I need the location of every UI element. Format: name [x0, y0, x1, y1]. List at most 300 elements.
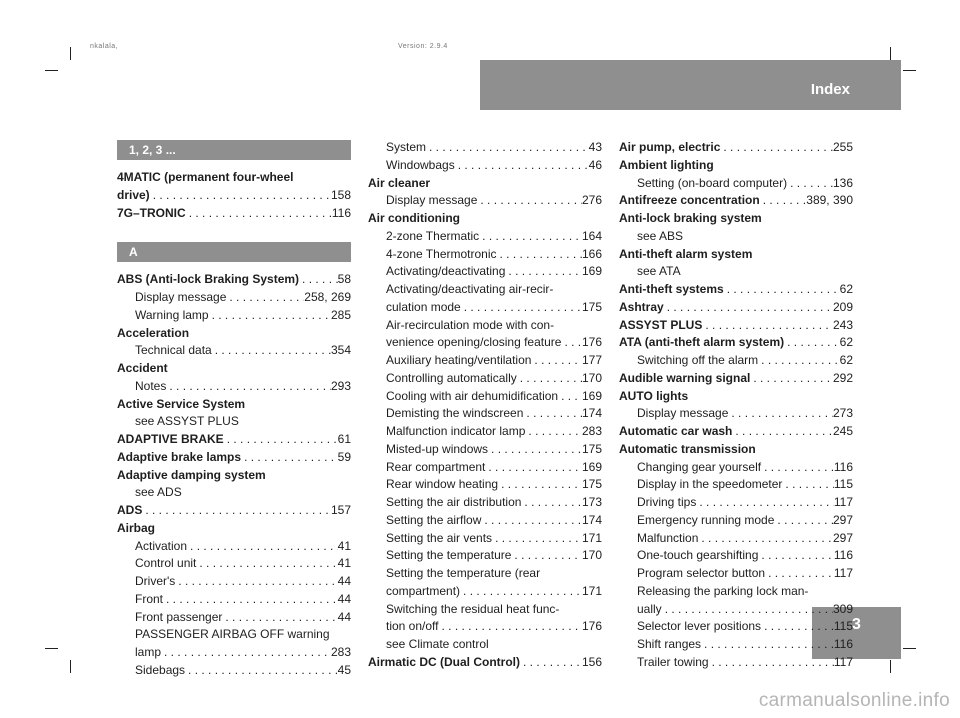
dot-leader	[488, 441, 582, 459]
page-ref: 258, 269	[304, 290, 351, 304]
index-subentry	[619, 565, 853, 583]
index-subentry	[117, 484, 351, 502]
index-entry	[619, 281, 853, 299]
page-ref: 175	[581, 477, 602, 492]
entry-text: Malfunction indicator lamp	[386, 424, 526, 438]
entry-text: compartment)	[386, 583, 461, 598]
page-ref: 177	[581, 353, 602, 367]
dot-leader	[455, 157, 589, 175]
index-entry	[619, 299, 853, 317]
dot-leader	[209, 307, 331, 325]
dot-leader	[709, 654, 834, 672]
page-ref: 171	[581, 530, 602, 545]
entry-text: Setting the air vents	[386, 530, 493, 545]
page-ref: 157	[330, 503, 351, 517]
dot-leader	[161, 644, 331, 662]
page-ref: 169	[581, 388, 602, 403]
entry-text: 4-zone Thermotronic	[386, 246, 497, 261]
page-ref: 44	[337, 591, 351, 606]
dot-leader	[760, 192, 807, 210]
index-subentry	[368, 636, 602, 654]
dot-leader	[461, 299, 582, 317]
dot-leader	[662, 601, 833, 619]
entry-text: Technical data	[135, 343, 212, 358]
page-ref: 171	[581, 583, 602, 598]
index-subentry	[619, 459, 853, 477]
page-ref: 292	[832, 370, 853, 385]
dot-leader	[299, 271, 338, 289]
dot-leader	[224, 431, 338, 449]
index-entry	[117, 187, 351, 205]
dot-leader	[186, 205, 332, 223]
dot-leader	[758, 352, 839, 370]
index-subentry	[368, 370, 602, 388]
page-ref: 176	[581, 619, 602, 634]
entry-text: Auxiliary heating/ventilation	[386, 353, 532, 367]
page-ref: 166	[581, 246, 602, 261]
dot-leader	[477, 192, 582, 210]
index-subentry	[117, 644, 351, 662]
index-entry	[619, 317, 853, 335]
entry-text: Accident	[117, 361, 168, 375]
index-entry	[117, 271, 351, 289]
index-entry	[619, 157, 853, 175]
index-subentry	[368, 530, 602, 548]
dot-leader	[196, 555, 337, 573]
entry-text: Display message	[386, 193, 478, 208]
entry-text: ADAPTIVE BRAKE	[117, 432, 224, 446]
dot-leader	[720, 139, 833, 157]
entry-text: AUTO lights	[619, 388, 689, 403]
entry-text: Control unit	[135, 556, 197, 571]
index-entry	[117, 502, 351, 520]
entry-text: Setting the air distribution	[386, 495, 522, 509]
page-ref: 117	[833, 654, 853, 669]
entry-text: Air conditioning	[368, 211, 460, 225]
index-subentry	[368, 246, 602, 264]
index-entry	[619, 423, 853, 441]
entry-text: Activating/deactivating air-recir-	[386, 282, 554, 296]
index-entry	[619, 210, 853, 228]
entry-text: Switching off the alarm	[637, 353, 759, 367]
entry-text: System	[386, 140, 427, 154]
index-subentry	[117, 573, 351, 591]
dot-leader	[241, 449, 338, 467]
entry-text: Front	[135, 591, 164, 606]
page-ref: 389, 390	[806, 193, 853, 208]
index-subentry	[368, 388, 602, 406]
section-heading: A	[117, 242, 351, 262]
crop-mark	[903, 648, 916, 649]
entry-text: Setting the temperature	[386, 548, 512, 563]
crop-mark	[70, 660, 71, 673]
page-ref: 169	[581, 264, 602, 279]
dot-leader	[784, 334, 840, 352]
index-subentry	[117, 342, 351, 360]
dot-leader	[166, 378, 331, 396]
entry-text: Setting the airflow	[386, 512, 482, 527]
dot-leader	[724, 281, 840, 299]
dot-leader	[758, 547, 833, 565]
index-subentry	[619, 618, 853, 636]
index-entry	[117, 431, 351, 449]
index-entry	[117, 467, 351, 485]
page-ref: 58	[337, 272, 351, 287]
dot-leader	[497, 246, 582, 264]
index-subentry	[117, 626, 351, 644]
entry-text: Adaptive damping system	[117, 467, 266, 482]
entry-text: see ASSYST PLUS	[135, 414, 239, 429]
index-entry	[619, 370, 853, 388]
index-entry	[368, 175, 602, 193]
page-ref: 62	[839, 353, 853, 367]
page-ref: 62	[839, 282, 853, 296]
page-ref: 273	[832, 406, 853, 421]
entry-text: see ATA	[637, 264, 681, 279]
entry-text: Air cleaner	[368, 175, 431, 190]
crop-mark	[70, 47, 71, 60]
dot-leader	[782, 476, 833, 494]
section-spacer	[117, 262, 351, 271]
index-subentry	[619, 476, 853, 494]
index-header-tab	[480, 60, 901, 110]
header-tiny-right: Version: 2.9.4	[398, 43, 448, 50]
dot-leader	[485, 459, 582, 477]
index-subentry	[117, 289, 351, 307]
dot-leader	[212, 342, 331, 360]
index-entry	[619, 192, 853, 210]
dot-leader	[531, 352, 582, 370]
index-subentry	[368, 618, 602, 636]
dot-leader	[765, 565, 834, 583]
index-subentry	[368, 317, 602, 335]
page-ref: 158	[330, 187, 351, 202]
dot-leader	[511, 547, 582, 565]
dot-leader	[558, 388, 582, 406]
page-ref: 61	[337, 432, 351, 446]
index-subentry	[619, 175, 853, 193]
index-entry	[619, 388, 853, 406]
page-number: 3	[852, 616, 861, 633]
page-ref: 176	[581, 335, 602, 350]
entry-text: PASSENGER AIRBAG OFF warning	[135, 627, 330, 642]
index-subentry	[368, 281, 602, 299]
index-subentry	[368, 512, 602, 530]
entry-text: ASSYST PLUS	[619, 317, 703, 332]
dot-leader	[787, 175, 833, 193]
dot-leader	[222, 609, 337, 627]
dot-leader	[698, 530, 833, 548]
entry-text: tion on/off	[386, 619, 439, 634]
entry-text: Changing gear yourself	[637, 459, 762, 474]
entry-text: Adaptive brake lamps	[117, 449, 242, 464]
entry-text: 7G–TRONIC	[117, 205, 186, 220]
dot-leader	[701, 636, 834, 654]
entry-text: culation mode	[386, 299, 461, 314]
page-ref: 276	[581, 193, 602, 208]
dot-leader	[732, 423, 833, 441]
page-ref: 62	[839, 335, 853, 350]
index-subentry	[117, 378, 351, 396]
index-subentry	[368, 228, 602, 246]
entry-text: Emergency running mode	[637, 512, 775, 527]
index-entry	[117, 360, 351, 378]
index-entry	[619, 441, 853, 459]
page-ref: 293	[330, 378, 351, 393]
dot-leader	[525, 423, 582, 441]
page-ref: 170	[581, 548, 602, 563]
entry-text: Air pump, electric	[619, 140, 721, 154]
index-subentry	[368, 263, 602, 281]
entry-text: drive)	[117, 187, 150, 202]
index-subentry	[368, 494, 602, 512]
dot-leader	[479, 228, 582, 246]
page-ref: 255	[832, 140, 853, 154]
entry-text: Cooling with air dehumidification	[386, 388, 559, 403]
index-subentry	[368, 192, 602, 210]
page-ref: 116	[833, 548, 853, 563]
index-subentry	[368, 459, 602, 477]
dot-leader	[520, 654, 582, 672]
entry-text: Acceleration	[117, 325, 190, 340]
dot-leader	[517, 370, 582, 388]
page-ref: 136	[832, 175, 853, 190]
index-subentry	[368, 157, 602, 175]
page-ref: 354	[330, 343, 351, 358]
page-ref: 44	[337, 609, 351, 624]
entry-text: Trailer towing	[637, 654, 709, 669]
entry-text: Rear compartment	[386, 459, 486, 474]
index-subentry	[368, 476, 602, 494]
index-entry	[619, 334, 853, 352]
entry-text: Front passenger	[135, 609, 223, 624]
dot-leader	[521, 494, 582, 512]
index-subentry	[619, 512, 853, 530]
dot-leader	[150, 187, 331, 205]
entry-text: ATA (anti-theft alarm system)	[619, 335, 785, 350]
index-subentry	[619, 263, 853, 281]
index-subentry	[619, 601, 853, 619]
entry-text: 4MATIC (permanent four-wheel	[117, 170, 294, 184]
index-subentry	[368, 405, 602, 423]
entry-text: Airbag	[117, 520, 156, 535]
entry-text: Setting (on-board computer)	[637, 175, 788, 190]
entry-text: ADS	[117, 503, 143, 517]
entry-text: Controlling automatically	[386, 370, 517, 385]
page-ref: 245	[832, 424, 853, 438]
index-subentry	[368, 423, 602, 441]
entry-text: Notes	[135, 378, 167, 393]
index-entry	[117, 396, 351, 414]
dot-leader	[505, 263, 582, 281]
page-ref: 115	[833, 619, 853, 634]
index-subentry	[117, 609, 351, 627]
dot-leader	[175, 573, 337, 591]
index-subentry	[368, 352, 602, 370]
page-ref: 174	[581, 406, 602, 421]
entry-text: Shift ranges	[637, 637, 702, 651]
dot-leader	[460, 583, 582, 601]
index-entry	[117, 169, 351, 187]
page-ref: 169	[581, 459, 602, 474]
index-subentry	[117, 413, 351, 431]
index-entry	[619, 246, 853, 264]
page-ref: 283	[581, 424, 602, 438]
entry-text: Display message	[637, 406, 729, 421]
page-ref: 43	[588, 140, 602, 154]
page-ref: 243	[832, 317, 853, 332]
index-subentry	[368, 299, 602, 317]
entry-text: Misted-up windows	[386, 441, 489, 456]
section-heading: 1, 2, 3 ...	[117, 140, 351, 160]
page-ref: 59	[337, 449, 351, 464]
index-subentry	[619, 494, 853, 512]
page-ref: 46	[588, 157, 602, 172]
entry-text: Anti-theft systems	[619, 282, 724, 296]
page-ref: 41	[337, 538, 351, 553]
page-ref: 174	[581, 512, 602, 527]
dot-leader	[163, 591, 338, 609]
page-ref: 209	[832, 299, 853, 314]
index-subentry	[619, 654, 853, 672]
index-entry	[368, 654, 602, 672]
entry-text: Ambient lighting	[619, 157, 714, 172]
index-column-3	[619, 139, 853, 672]
index-subentry	[368, 441, 602, 459]
index-subentry	[117, 555, 351, 573]
index-subentry	[117, 591, 351, 609]
dot-leader	[185, 662, 338, 680]
page-ref: 117	[833, 495, 853, 509]
page-ref: 170	[581, 370, 602, 385]
page-ref: 283	[330, 645, 351, 659]
entry-text: Driver's	[135, 574, 176, 588]
index-column-1	[117, 140, 351, 680]
page-ref: 285	[330, 307, 351, 322]
index-entry	[117, 520, 351, 538]
page-ref: 175	[581, 299, 602, 314]
dot-leader	[702, 317, 833, 335]
page-ref: 164	[581, 228, 602, 243]
entry-text: see ADS	[135, 485, 182, 500]
index-title: Index	[810, 81, 850, 98]
dot-leader	[774, 512, 833, 530]
crop-mark	[45, 648, 58, 649]
entry-text: Warning lamp	[135, 307, 209, 322]
index-subentry	[368, 565, 602, 583]
index-entry	[117, 205, 351, 223]
index-subentry	[619, 352, 853, 370]
entry-text: Demisting the windscreen	[386, 406, 524, 421]
index-subentry	[619, 530, 853, 548]
dot-leader	[750, 370, 833, 388]
entry-text: Ashtray	[619, 299, 664, 314]
dot-leader	[439, 618, 582, 636]
index-subentry	[117, 538, 351, 556]
entry-text: see Climate control	[386, 637, 489, 651]
crop-mark	[890, 47, 891, 60]
dot-leader	[696, 494, 834, 512]
index-subentry	[368, 139, 602, 157]
dot-leader	[187, 538, 338, 556]
page-ref: 173	[581, 495, 602, 509]
index-subentry	[619, 583, 853, 601]
entry-text: see ABS	[637, 228, 684, 243]
index-subentry	[368, 583, 602, 601]
entry-text: One-touch gearshifting	[637, 548, 759, 563]
dot-leader	[728, 405, 833, 423]
dot-leader	[523, 405, 582, 423]
dot-leader	[226, 289, 304, 307]
page-ref: 116	[331, 205, 351, 220]
index-subentry	[117, 662, 351, 680]
page-ref: 309	[832, 601, 853, 616]
index-subentry	[117, 307, 351, 325]
entry-text: Audible warning signal	[619, 370, 751, 385]
page-ref: 116	[833, 637, 853, 651]
entry-text: Anti-theft alarm system	[619, 246, 753, 261]
page-ref: 45	[337, 662, 351, 677]
entry-text: Selector lever positions	[637, 619, 762, 634]
page-ref: 175	[581, 441, 602, 456]
index-subentry	[619, 228, 853, 246]
entry-text: ually	[637, 601, 662, 616]
entry-text: Program selector button	[637, 566, 766, 580]
entry-text: Automatic car wash	[619, 424, 733, 438]
index-entry	[117, 325, 351, 343]
page-ref: 156	[581, 654, 602, 669]
entry-text: Setting the temperature (rear	[386, 566, 541, 580]
index-subentry	[368, 334, 602, 352]
entry-text: Antifreeze concentration	[619, 193, 760, 208]
entry-text: Activation	[135, 538, 188, 553]
index-subentry	[619, 405, 853, 423]
index-column-2	[368, 139, 602, 672]
entry-text: Rear window heating	[386, 477, 499, 492]
entry-text: Airmatic DC (Dual Control)	[368, 654, 521, 669]
dot-leader	[664, 299, 833, 317]
dot-leader	[561, 334, 582, 352]
entry-text: Sidebags	[135, 662, 186, 677]
index-subentry	[619, 636, 853, 654]
page-ref: 41	[337, 556, 351, 571]
dot-leader	[426, 139, 589, 157]
page-ref: 297	[832, 512, 853, 527]
entry-text: Malfunction	[637, 530, 699, 545]
entry-text: Automatic transmission	[619, 441, 756, 456]
dot-leader	[761, 459, 834, 477]
entry-text: Windowbags	[386, 157, 455, 172]
dot-leader	[481, 512, 582, 530]
entry-text: Active Service System	[117, 396, 246, 411]
entry-text: Releasing the parking lock man-	[637, 583, 809, 598]
crop-mark	[903, 70, 916, 71]
index-entry	[117, 449, 351, 467]
page-ref: 297	[832, 530, 853, 545]
entry-text: lamp	[135, 645, 162, 659]
index-entry	[619, 139, 853, 157]
crop-mark	[45, 70, 58, 71]
index-entry	[368, 210, 602, 228]
entry-text: ABS (Anti-lock Braking System)	[117, 272, 300, 287]
entry-text: Driving tips	[637, 495, 697, 509]
crop-mark	[890, 660, 891, 673]
entry-text: Activating/deactivating	[386, 264, 506, 279]
index-subentry	[619, 547, 853, 565]
entry-text: Display message	[135, 290, 227, 304]
section-spacer	[117, 160, 351, 169]
index-subentry	[368, 547, 602, 565]
